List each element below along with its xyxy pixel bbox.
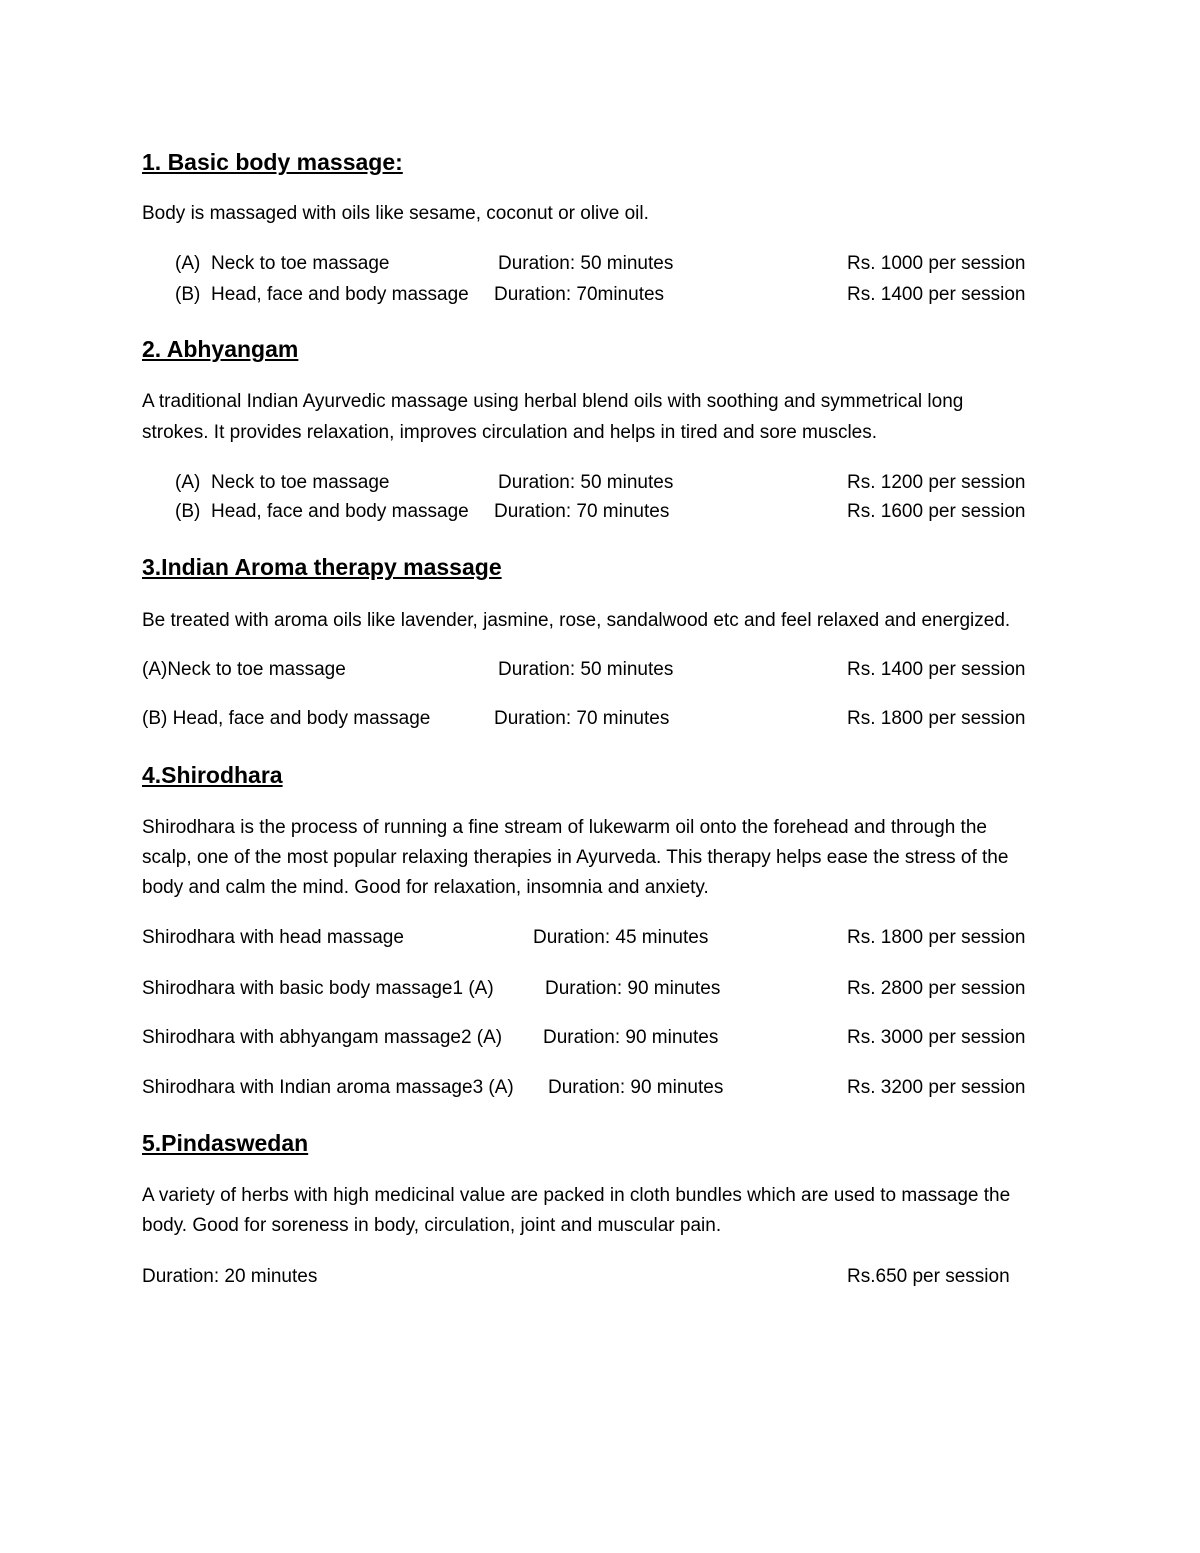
service-price: Rs. 1600 per session [847, 501, 1026, 522]
service-duration: Duration: 50 minutes [498, 472, 674, 493]
section-description-line: strokes. It provides relaxation, improves circulation and helps in tired and sore muscles. [142, 422, 878, 443]
section-description-line: body. Good for soreness in body, circulation, joint and muscular pain. [142, 1215, 722, 1236]
service-price: Rs.650 per session [847, 1266, 1010, 1287]
service-duration: Duration: 90 minutes [543, 1027, 719, 1048]
service-price: Rs. 2800 per session [847, 978, 1026, 999]
service-name: Shirodhara with abhyangam massage2 (A) [142, 1027, 503, 1048]
section-description-line: Body is massaged with oils like sesame, coconut or olive oil. [142, 203, 649, 224]
section-description-line: Be treated with aroma oils like lavender, jasmine, rose, sandalwood etc and feel relaxed and energized. [142, 610, 1011, 631]
service-row-name [175, 500, 469, 524]
section-description-line: A variety of herbs with high medicinal value are packed in cloth bundles which are used to massage the [142, 1185, 1011, 1206]
service-name: Neck to toe massage [211, 253, 390, 274]
service-row-name [175, 252, 389, 276]
service-name: Shirodhara with head massage [142, 927, 404, 948]
section-description-line: body and calm the mind. Good for relaxation, insomnia and anxiety. [142, 877, 709, 898]
list-marker: (B) [175, 501, 201, 522]
service-duration: Duration: 50 minutes [498, 659, 674, 680]
service-name: Neck to toe massage [211, 472, 390, 493]
service-duration: Duration: 50 minutes [498, 253, 674, 274]
service-duration: Duration: 70 minutes [494, 501, 670, 522]
section-description-line: scalp, one of the most popular relaxing therapies in Ayurveda. This therapy helps ease the stress of the [142, 847, 1009, 868]
section-description-line: Shirodhara is the process of running a fine stream of lukewarm oil onto the forehead and through the [142, 817, 987, 838]
section-description-line: A traditional Indian Ayurvedic massage using herbal blend oils with soothing and symmetrical long [142, 391, 964, 412]
service-duration: Duration: 70 minutes [494, 708, 670, 729]
section-heading-shirodhara: 4.Shirodhara [142, 762, 283, 788]
service-price: Rs. 1800 per session [847, 708, 1026, 729]
section-heading-basic-body-massage: 1. Basic body massage: [142, 149, 403, 175]
service-name: Head, face and body massage [211, 284, 469, 305]
list-marker: (A) [175, 253, 201, 274]
list-marker: (A) [175, 472, 201, 493]
section-heading-pindaswedan: 5.Pindaswedan [142, 1130, 309, 1156]
list-marker: (B) [175, 284, 201, 305]
service-price: Rs. 1400 per session [847, 659, 1026, 680]
section-heading-indian-aroma-therapy: 3.Indian Aroma therapy massage [142, 554, 502, 580]
service-duration: Duration: 45 minutes [533, 927, 709, 948]
service-price: Rs. 1200 per session [847, 472, 1026, 493]
service-duration: Duration: 90 minutes [545, 978, 721, 999]
service-name: Shirodhara with basic body massage1 (A) [142, 978, 494, 999]
service-name: Head, face and body massage [211, 501, 469, 522]
service-price: Rs. 3000 per session [847, 1027, 1026, 1048]
service-duration: Duration: 20 minutes [142, 1266, 318, 1287]
service-row-name [175, 283, 469, 307]
section-heading-abhyangam: 2. Abhyangam [142, 336, 299, 362]
service-price: Rs. 1800 per session [847, 927, 1026, 948]
service-price: Rs. 1400 per session [847, 284, 1026, 305]
service-price: Rs. 3200 per session [847, 1077, 1026, 1098]
service-duration: Duration: 70minutes [494, 284, 665, 305]
service-name: Shirodhara with Indian aroma massage3 (A) [142, 1077, 514, 1098]
service-duration: Duration: 90 minutes [548, 1077, 724, 1098]
service-name: (A)Neck to toe massage [142, 659, 346, 680]
service-row-name [175, 471, 389, 495]
service-price: Rs. 1000 per session [847, 253, 1026, 274]
service-name: (B) Head, face and body massage [142, 708, 431, 729]
